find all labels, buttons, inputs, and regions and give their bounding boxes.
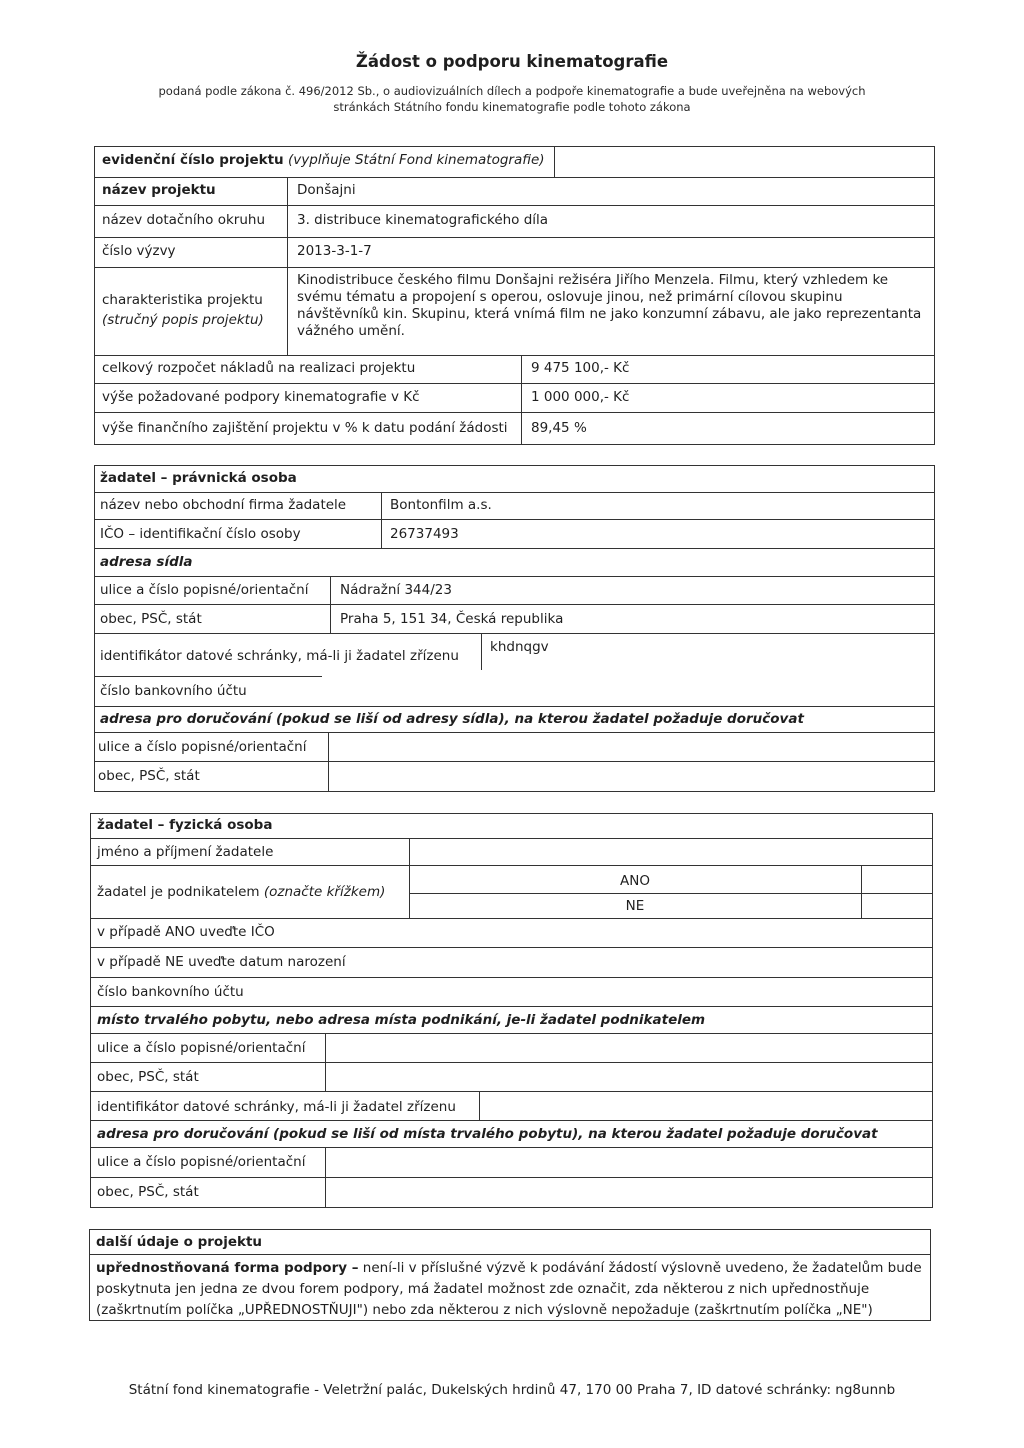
evid-label-row — [102, 152, 545, 168]
legal-delivery-street-label: ulice a číslo popisné/orientační — [98, 739, 307, 755]
natural-entrepreneur-row — [97, 884, 385, 900]
natural-delivery-city-label: obec, PSČ, stát — [97, 1184, 199, 1200]
legal-databox-label: identifikátor datové schránky, má-li ji žadatel zřízenu — [100, 648, 459, 664]
legal-city-value: Praha 5, 151 34, Česká republika — [340, 611, 564, 627]
char-label: charakteristika projektu — [102, 292, 263, 308]
natural-street-label: ulice a číslo popisné/orientační — [97, 1040, 306, 1056]
legal-street-value: Nádražní 344/23 — [340, 582, 452, 598]
budget-value: 9 475 100,- Kč — [531, 360, 630, 376]
okruh-label: název dotačního okruhu — [102, 212, 266, 228]
legal-city-label: obec, PSČ, stát — [100, 611, 202, 627]
natural-entrepreneur-note: (označte křížkem) — [263, 884, 386, 900]
preference-label: upřednostňovaná forma podpory – — [96, 1260, 359, 1276]
natural-delivery-heading: adresa pro doručování (pokud se liší od místa trvalého pobytu), na kterou žadatel požaduje doručovat — [97, 1126, 878, 1142]
checkbox-ano[interactable] — [862, 866, 932, 892]
legal-street-label: ulice a číslo popisné/orientační — [100, 582, 309, 598]
document-title: Žádost o podporu kinematografie — [355, 52, 669, 71]
vyzva-label: číslo výzvy — [102, 243, 176, 259]
support-value: 1 000 000,- Kč — [531, 389, 630, 405]
other-heading: další údaje o projektu — [96, 1234, 263, 1250]
evid-note: (vyplňuje Státní Fond kinematografie) — [287, 152, 545, 168]
support-label: výše požadované podpory kinematografie v Kč — [102, 389, 420, 405]
natural-bank-label: číslo bankovního účtu — [97, 984, 244, 1000]
natural-name-label: jméno a příjmení žadatele — [97, 844, 274, 860]
legal-heading: žadatel – právnická osoba — [100, 470, 297, 486]
secured-label: výše finančního zajištění projektu v % k datu podání žádosti — [102, 420, 508, 436]
checkbox-ne[interactable] — [862, 894, 932, 917]
preference-text-2: poskytnuta jen jedna ze dvou forem podpory, má žadatel možnost zde označit, zda některou z nich upřednostňuje — [96, 1281, 870, 1297]
okruh-value: 3. distribuce kinematografického díla — [297, 212, 549, 228]
document-subtitle-line1: podaná podle zákona č. 496/2012 Sb., o audiovizuálních dílech a podpoře kinematografie a bude uveřejněna na webových — [158, 84, 866, 98]
legal-firm-label: název nebo obchodní firma žadatele — [100, 497, 347, 513]
natural-ico-label: v případě ANO uveďte IČO — [97, 924, 275, 940]
natural-entrepreneur-label: žadatel je podnikatelem — [97, 884, 260, 900]
option-ne-label: NE — [625, 898, 645, 914]
preference-text-1: není-li v příslušné výzvě k podávání žádostí výslovně uvedeno, že žadatelům bude — [358, 1260, 922, 1276]
vyzva-value: 2013-3-1-7 — [297, 243, 372, 259]
legal-delivery-heading: adresa pro doručování (pokud se liší od adresy sídla), na kterou žadatel požaduje doručovat — [100, 711, 804, 727]
natural-residence-heading: místo trvalého pobytu, nebo adresa místa podnikání, je-li žadatel podnikatelem — [97, 1012, 706, 1028]
natural-city-label: obec, PSČ, stát — [97, 1069, 199, 1085]
project-name-label: název projektu — [102, 182, 216, 198]
document-header — [0, 52, 1024, 115]
legal-databox-value: khdnqgv — [490, 639, 549, 655]
natural-heading: žadatel – fyzická osoba — [97, 817, 273, 833]
secured-value: 89,45 % — [531, 420, 587, 436]
legal-ico-value: 26737493 — [390, 526, 459, 542]
legal-address-heading: adresa sídla — [100, 554, 193, 570]
char-note: (stručný popis projektu) — [102, 312, 264, 328]
legal-ico-label: IČO – identifikační číslo osoby — [100, 526, 301, 542]
char-value: Kinodistribuce českého filmu Donšajni režiséra Jiřího Menzela. Filmu, který vzhledem ke svému tématu a propojení s operou, oslovuje jinou, než primární cílovou skupinu návštěvníků kin. Skupinu, která vnímá film ne jako konzumní zábavu, ale jako reprezentanta vážného umění. — [297, 272, 922, 339]
natural-delivery-street-label: ulice a číslo popisné/orientační — [97, 1154, 306, 1170]
natural-birth-label: v případě NE uveďte datum narození — [97, 954, 346, 970]
option-ano-label: ANO — [620, 873, 650, 889]
preference-line1 — [96, 1260, 922, 1276]
legal-firm-value: Bontonfilm a.s. — [390, 497, 492, 513]
document-subtitle-line2: stránkách Státního fondu kinematografie podle tohoto zákona — [333, 100, 691, 114]
legal-bank-label: číslo bankovního účtu — [100, 683, 247, 699]
preference-text-3: (zaškrtnutím políčka „UPŘEDNOSTŇUJI") nebo zda některou z nich výslovně nepožaduje (zaškrtnutím políčka „NE") — [96, 1302, 873, 1318]
project-name-value: Donšajni — [297, 182, 356, 198]
natural-databox-label: identifikátor datové schránky, má-li ji žadatel zřízenu — [97, 1099, 456, 1115]
legal-delivery-city-label: obec, PSČ, stát — [98, 768, 200, 784]
evid-label: evidenční číslo projektu — [102, 152, 284, 168]
budget-label: celkový rozpočet nákladů na realizaci projektu — [102, 360, 416, 376]
footer-text: Státní fond kinematografie - Veletržní palác, Dukelských hrdinů 47, 170 00 Praha 7, ID datové schránky: ng8unnb — [128, 1382, 896, 1398]
